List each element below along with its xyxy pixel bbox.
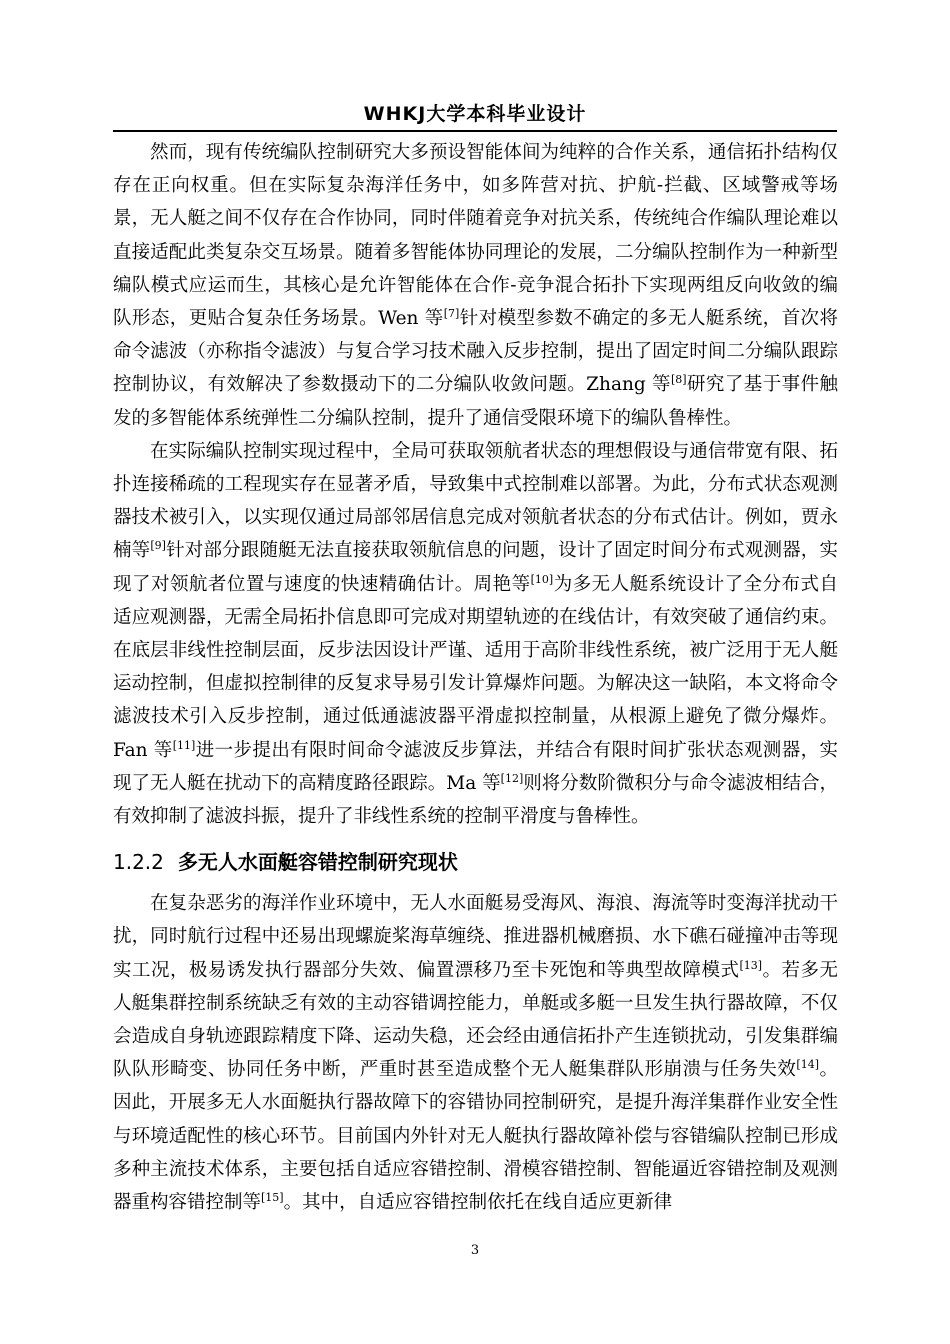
- citation-ref: [11]: [172, 738, 196, 752]
- citation-ref: [15]: [261, 1190, 284, 1204]
- text-segment: 然而，现有传统编队控制研究大多预设智能体间为纯粹的合作关系，通信拓扑结构仅存在正向权重。但在实际复杂海洋任务中，如多阵营对抗、护航-拦截、区域警戒等场景，无人艇之间不仅存在合作协同，同时伴随着竞争对抗关系，传统纯合作编队理论难以直接适配此类复杂交互场景。随着多智能体协同理论的发展，二分编队控制作为一种新型编队模式应运而生，其核心是允许智能体在合作-竞争混合拓扑下实现两组反向收敛的编队形态，更贴合复杂任务场景。Wen 等: [113, 142, 838, 330]
- text-segment: 针对部分跟随艇无法直接获取领航信息的问题，设计了固定时间分布式观测器，实现了对领航者位置与速度的快速精确估计。周艳等: [113, 540, 838, 595]
- header-divider: [113, 130, 837, 132]
- citation-ref: [13]: [739, 958, 763, 972]
- text-segment: 。其中，自适应容错控制依托在线自适应更新律: [283, 1192, 673, 1214]
- citation-ref: [9]: [150, 539, 166, 553]
- citation-ref: [10]: [530, 572, 554, 586]
- citation-ref: [12]: [500, 771, 524, 785]
- text-segment: 。若多无人艇集群控制系统缺乏有效的主动容错调控能力，单艇或多艇一旦发生执行器故障，不仅会造成自身轨迹跟踪精度下降、运动失稳，还会经由通信拓扑产生连锁扰动，引发集群编队队形畸变、协同任务中断，严重时甚至造成整个无人艇集群队形崩溃与任务失效: [113, 959, 838, 1081]
- section-heading: [113, 841, 838, 883]
- paragraph-fault-tolerant-control: [113, 887, 838, 1219]
- page-header-title: WHKJ大学本科毕业设计: [363, 103, 587, 125]
- text-segment: 针对模型参数不确定的多无人艇系统，首次将命令滤波（亦称指令滤波）与复合学习技术融入反步控制，提出了固定时间二分编队跟踪控制协议，有效解决了参数摄动下的二分编队收敛问题。Zhang 等: [113, 308, 838, 396]
- citation-ref: [14]: [796, 1058, 819, 1072]
- text-segment: 进一步提出有限时间命令滤波反步算法，并结合有限时间扩张状态观测器，实现了无人艇在扰动下的高精度路径跟踪。Ma 等: [113, 739, 838, 794]
- text-segment: 为多无人艇系统设计了全分布式自适应观测器，无需全局拓扑信息即可完成对期望轨迹的在线估计，有效突破了通信约束。在底层非线性控制层面，反步法因设计严谨、适用于高阶非线性系统，被广泛用于无人艇运动控制，但虚拟控制律的反复求导易引发计算爆炸问题。为解决这一缺陷，本文将命令滤波技术引入反步控制，通过低通滤波器平滑虚拟控制量，从根源上避免了微分爆炸。Fan 等: [113, 573, 838, 761]
- text-segment: 。因此，开展多无人水面艇执行器故障下的容错协同控制研究，是提升海洋集群作业安全性与环境适配性的核心环节。目前国内外针对无人艇执行器故障补偿与容错编队控制已形成多种主流技术体系，主要包括自适应容错控制、滑模容错控制、智能逼近容错控制及观测器重构容错控制等: [113, 1059, 838, 1214]
- text-segment: 研究了基于事件触发的多智能体系统弹性二分编队控制，提升了通信受限环境下的编队鲁棒性。: [113, 374, 838, 429]
- section-number: 1.2.2: [113, 850, 164, 875]
- text-segment: 则将分数阶微积分与命令滤波相结合，有效抑制了滤波抖振，提升了非线性系统的控制平滑度与鲁棒性。: [113, 772, 838, 828]
- citation-ref: [7]: [443, 306, 460, 320]
- citation-ref: [8]: [670, 373, 687, 387]
- paragraph-bipartite-formation: [113, 136, 838, 435]
- page-number: 3: [470, 1243, 480, 1258]
- section-title: 多无人水面艇容错控制研究现状: [177, 850, 458, 875]
- text-segment: 在复杂恶劣的海洋作业环境中，无人水面艇易受海风、海浪、海流等时变海洋扰动干扰，同时航行过程中还易出现螺旋桨海草缠绕、推进器机械磨损、水下礁石碰撞冲击等现实工况，极易诱发执行器部分失效、偏置漂移乃至卡死饱和等典型故障模式: [113, 893, 838, 981]
- paragraph-distributed-observer: [113, 435, 838, 833]
- page-body: [113, 136, 838, 1219]
- text-segment: 在实际编队控制实现过程中，全局可获取领航者状态的理想假设与通信带宽有限、拓扑连接稀疏的工程现实存在显著矛盾，导致集中式控制难以部署。为此，分布式状态观测器技术被引入，以实现仅通过局部邻居信息完成对领航者状态的分布式估计。例如，贾永楠等: [113, 440, 838, 562]
